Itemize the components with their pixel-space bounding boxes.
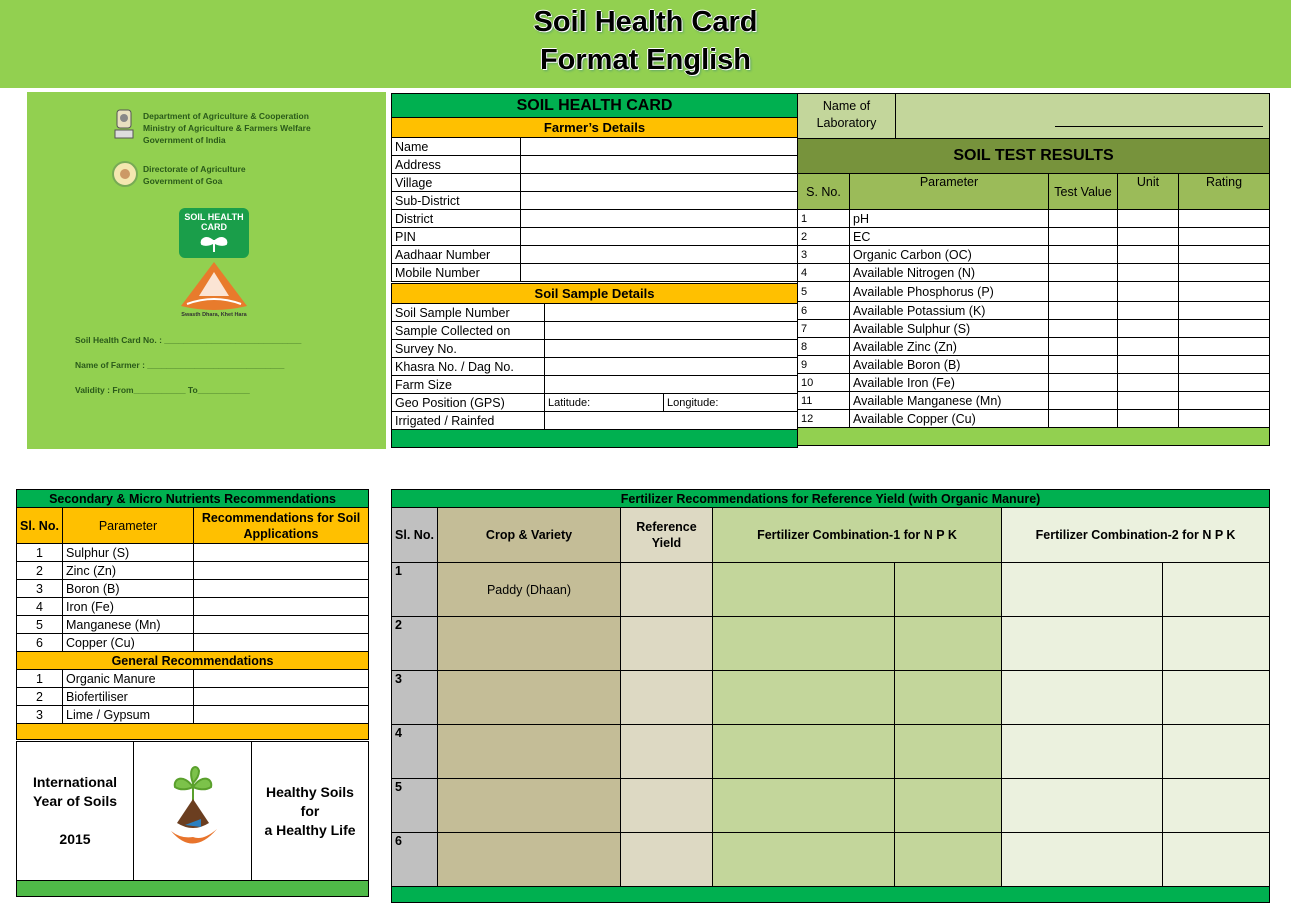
- result-no: 10: [798, 374, 850, 392]
- fert-combo2-a[interactable]: [1002, 779, 1163, 833]
- sample-field-label: Farm Size: [392, 376, 545, 394]
- title-banner: [0, 0, 1291, 88]
- result-value[interactable]: [1049, 210, 1118, 228]
- fert-combo2-a[interactable]: [1002, 563, 1163, 617]
- fert-header-no: Sl. No.: [392, 508, 438, 563]
- fert-yield[interactable]: [621, 671, 713, 725]
- result-value[interactable]: [1049, 228, 1118, 246]
- result-unit[interactable]: [1118, 228, 1179, 246]
- fert-yield[interactable]: [621, 563, 713, 617]
- longitude-field[interactable]: Longitude:: [664, 394, 798, 412]
- farmer-field-label: Mobile Number: [392, 264, 521, 282]
- fert-no: 1: [392, 563, 438, 617]
- general-heading: General Recommendations: [17, 652, 369, 670]
- micro-header-param: Parameter: [63, 508, 194, 544]
- result-no: 6: [798, 302, 850, 320]
- farmer-field-label: PIN: [392, 228, 521, 246]
- farmer-name-line: Name of Farmer : _____________________________: [75, 360, 285, 370]
- result-param: Available Iron (Fe): [850, 374, 1049, 392]
- micro-no: 5: [17, 616, 63, 634]
- sample-section-heading: Soil Sample Details: [392, 284, 798, 304]
- micro-rec[interactable]: [194, 616, 369, 634]
- fert-crop[interactable]: [438, 779, 621, 833]
- lab-name-field[interactable]: [1049, 94, 1270, 139]
- result-no: 5: [798, 282, 850, 302]
- result-unit[interactable]: [1118, 374, 1179, 392]
- fert-combo1-a[interactable]: [713, 779, 895, 833]
- fert-no: 4: [392, 725, 438, 779]
- farmer-field-label: Aadhaar Number: [392, 246, 521, 264]
- sample-field-value[interactable]: [545, 376, 798, 394]
- result-value[interactable]: [1049, 356, 1118, 374]
- fert-combo1-b[interactable]: [895, 725, 1002, 779]
- emblem-icon: [111, 108, 137, 142]
- result-rating[interactable]: [1179, 392, 1270, 410]
- fert-yield[interactable]: [621, 833, 713, 887]
- micro-param: Sulphur (S): [63, 544, 194, 562]
- fert-combo2-b[interactable]: [1163, 833, 1270, 887]
- result-param: Available Zinc (Zn): [850, 338, 1049, 356]
- fert-crop[interactable]: [438, 617, 621, 671]
- result-no: 2: [798, 228, 850, 246]
- result-param: EC: [850, 228, 1049, 246]
- result-value[interactable]: [1049, 246, 1118, 264]
- farmer-section-heading: Farmer’s Details: [392, 118, 798, 138]
- result-value[interactable]: [1049, 392, 1118, 410]
- result-no: 3: [798, 246, 850, 264]
- result-rating[interactable]: [1179, 246, 1270, 264]
- result-value[interactable]: [1049, 264, 1118, 282]
- result-unit[interactable]: [1118, 356, 1179, 374]
- page-subtitle: Format English: [539, 44, 752, 76]
- iys-logo: [134, 742, 252, 881]
- farmer-field-label: Name: [392, 138, 521, 156]
- page-title: Soil Health Card: [533, 6, 758, 38]
- fert-combo2-b[interactable]: [1163, 563, 1270, 617]
- soil-test-results-table: [797, 93, 1270, 446]
- farmer-field-label: Sub-District: [392, 192, 521, 210]
- department-text: Department of Agriculture & Cooperation Ministry of Agriculture & Farmers Welfare Government of India: [143, 111, 311, 145]
- fert-no: 5: [392, 779, 438, 833]
- micro-param: Iron (Fe): [63, 598, 194, 616]
- farmer-field-value[interactable]: [521, 264, 798, 282]
- result-param: Available Boron (B): [850, 356, 1049, 374]
- general-no: 1: [17, 670, 63, 688]
- result-value[interactable]: [1049, 282, 1118, 302]
- results-header-unit: Unit: [1118, 174, 1179, 210]
- general-rec[interactable]: [194, 688, 369, 706]
- result-unit[interactable]: [1118, 338, 1179, 356]
- fert-header-crop: Crop & Variety: [438, 508, 621, 563]
- result-unit[interactable]: [1118, 264, 1179, 282]
- result-unit[interactable]: [1118, 302, 1179, 320]
- fert-combo2-a[interactable]: [1002, 725, 1163, 779]
- results-heading: SOIL TEST RESULTS: [798, 139, 1270, 174]
- iys-block: [16, 741, 369, 897]
- results-header-rating: Rating: [1179, 174, 1270, 210]
- fertilizer-heading: Fertilizer Recommendations for Reference Yield (with Organic Manure): [392, 490, 1270, 508]
- fert-crop[interactable]: [438, 671, 621, 725]
- farmer-field-value[interactable]: [521, 138, 798, 156]
- farmer-field-value[interactable]: [521, 210, 798, 228]
- micro-rec[interactable]: [194, 580, 369, 598]
- sample-field-value[interactable]: [545, 340, 798, 358]
- results-footer-bar: [798, 428, 1270, 446]
- fert-combo1-b[interactable]: [895, 833, 1002, 887]
- fert-combo1-a[interactable]: [713, 833, 895, 887]
- result-rating[interactable]: [1179, 228, 1270, 246]
- result-no: 8: [798, 338, 850, 356]
- result-param: Available Nitrogen (N): [850, 264, 1049, 282]
- micro-no: 2: [17, 562, 63, 580]
- result-unit[interactable]: [1118, 320, 1179, 338]
- micro-no: 4: [17, 598, 63, 616]
- result-rating[interactable]: [1179, 356, 1270, 374]
- micro-param: Zinc (Zn): [63, 562, 194, 580]
- general-no: 2: [17, 688, 63, 706]
- fert-no: 6: [392, 833, 438, 887]
- result-param: Available Phosphorus (P): [850, 282, 1049, 302]
- sample-field-label: Soil Sample Number: [392, 304, 545, 322]
- sample-field-label: Irrigated / Rainfed: [392, 412, 545, 430]
- fert-combo2-b[interactable]: [1163, 725, 1270, 779]
- result-param: pH: [850, 210, 1049, 228]
- soil-sample-table: [391, 283, 798, 448]
- fertilizer-footer-bar: [392, 887, 1270, 903]
- result-rating[interactable]: [1179, 282, 1270, 302]
- farmer-field-value[interactable]: [521, 192, 798, 210]
- fert-combo2-a[interactable]: [1002, 671, 1163, 725]
- micro-header-recs: Recommendations for Soil Applications: [194, 508, 369, 544]
- fert-header-combo2: Fertilizer Combination-2 for N P K: [1002, 508, 1270, 563]
- result-unit[interactable]: [1118, 392, 1179, 410]
- sprout-icon: [194, 232, 234, 254]
- result-no: 9: [798, 356, 850, 374]
- micro-rec[interactable]: [194, 598, 369, 616]
- validity-line: Validity : From___________ To___________: [75, 385, 250, 395]
- soil-mound-icon: [177, 260, 251, 312]
- result-value[interactable]: [1049, 374, 1118, 392]
- lab-label: Name of Laboratory: [798, 94, 896, 138]
- fert-combo1-b[interactable]: [895, 779, 1002, 833]
- goa-emblem-icon: [111, 158, 139, 190]
- shc-logo: SOIL HEALTH CARD: [179, 208, 249, 258]
- farmer-field-label: Address: [392, 156, 521, 174]
- micro-nutrients-table: [16, 489, 369, 740]
- sample-field-value[interactable]: [545, 358, 798, 376]
- sample-field-label: Survey No.: [392, 340, 545, 358]
- result-rating[interactable]: [1179, 410, 1270, 428]
- result-rating[interactable]: [1179, 302, 1270, 320]
- farmer-field-value[interactable]: [521, 156, 798, 174]
- micro-header-no: Sl. No.: [17, 508, 63, 544]
- micro-rec[interactable]: [194, 544, 369, 562]
- fert-no: 3: [392, 671, 438, 725]
- result-value[interactable]: [1049, 410, 1118, 428]
- micro-param: Copper (Cu): [63, 634, 194, 652]
- farmer-field-value[interactable]: [521, 174, 798, 192]
- farmer-field-value[interactable]: [521, 228, 798, 246]
- fert-combo2-a[interactable]: [1002, 617, 1163, 671]
- result-unit[interactable]: [1118, 210, 1179, 228]
- result-param: Available Manganese (Mn): [850, 392, 1049, 410]
- farmer-field-label: Village: [392, 174, 521, 192]
- latitude-field[interactable]: Latitude:: [545, 394, 664, 412]
- sample-field-value[interactable]: [545, 412, 798, 430]
- result-param: Available Copper (Cu): [850, 410, 1049, 428]
- micro-no: 1: [17, 544, 63, 562]
- result-rating[interactable]: [1179, 374, 1270, 392]
- results-header-no: S. No.: [798, 174, 850, 210]
- sample-field-label: Geo Position (GPS): [392, 394, 545, 412]
- fert-combo1-a[interactable]: [713, 671, 895, 725]
- directorate-text: Directorate of Agriculture Government of Goa: [143, 164, 246, 186]
- iys-footer-bar: [17, 881, 369, 897]
- result-rating[interactable]: [1179, 320, 1270, 338]
- sample-field-value[interactable]: [545, 304, 798, 322]
- general-footer-bar: [17, 724, 369, 740]
- card-cover: [27, 92, 386, 449]
- lab-row: [798, 94, 1049, 139]
- fert-yield[interactable]: [621, 617, 713, 671]
- result-no: 4: [798, 264, 850, 282]
- fert-no: 2: [392, 617, 438, 671]
- result-no: 11: [798, 392, 850, 410]
- result-value[interactable]: [1049, 302, 1118, 320]
- fert-crop[interactable]: Paddy (Dhaan): [438, 563, 621, 617]
- fert-combo1-b[interactable]: [895, 563, 1002, 617]
- fert-crop[interactable]: [438, 833, 621, 887]
- result-rating[interactable]: [1179, 338, 1270, 356]
- result-value[interactable]: [1049, 320, 1118, 338]
- fert-combo1-b[interactable]: [895, 671, 1002, 725]
- fert-combo2-b[interactable]: [1163, 779, 1270, 833]
- micro-param: Boron (B): [63, 580, 194, 598]
- fert-header-combo1: Fertilizer Combination-1 for N P K: [713, 508, 1002, 563]
- fert-header-yield: Reference Yield: [621, 508, 713, 563]
- result-param: Available Potassium (K): [850, 302, 1049, 320]
- farmer-field-value[interactable]: [521, 246, 798, 264]
- general-param: Biofertiliser: [63, 688, 194, 706]
- fert-combo2-a[interactable]: [1002, 833, 1163, 887]
- fert-combo2-b[interactable]: [1163, 617, 1270, 671]
- result-no: 12: [798, 410, 850, 428]
- sample-field-label: Sample Collected on: [392, 322, 545, 340]
- result-rating[interactable]: [1179, 264, 1270, 282]
- fert-combo2-b[interactable]: [1163, 671, 1270, 725]
- result-unit[interactable]: [1118, 410, 1179, 428]
- result-unit[interactable]: [1118, 282, 1179, 302]
- fert-yield[interactable]: [621, 779, 713, 833]
- card-heading: SOIL HEALTH CARD: [392, 94, 798, 118]
- iys-right-text: Healthy Soils for a Healthy Life: [252, 742, 369, 881]
- general-param: Lime / Gypsum: [63, 706, 194, 724]
- farmer-details-table: [391, 93, 798, 282]
- sample-field-value[interactable]: [545, 322, 798, 340]
- iys-plant-icon: [163, 761, 223, 857]
- micro-rec[interactable]: [194, 634, 369, 652]
- fertilizer-table: [391, 489, 1270, 903]
- result-no: 7: [798, 320, 850, 338]
- fert-combo1-a[interactable]: [713, 563, 895, 617]
- fert-combo1-a[interactable]: [713, 617, 895, 671]
- general-no: 3: [17, 706, 63, 724]
- result-value[interactable]: [1049, 338, 1118, 356]
- general-param: Organic Manure: [63, 670, 194, 688]
- tagline: Swasth Dhara, Khet Hara: [181, 312, 247, 318]
- result-param: Organic Carbon (OC): [850, 246, 1049, 264]
- micro-param: Manganese (Mn): [63, 616, 194, 634]
- result-unit[interactable]: [1118, 246, 1179, 264]
- fert-crop[interactable]: [438, 725, 621, 779]
- result-no: 1: [798, 210, 850, 228]
- card-number-line: Soil Health Card No. : _____________________________: [75, 335, 302, 345]
- micro-no: 3: [17, 580, 63, 598]
- fert-combo1-a[interactable]: [713, 725, 895, 779]
- fert-yield[interactable]: [621, 725, 713, 779]
- fert-combo1-b[interactable]: [895, 617, 1002, 671]
- iys-left-text: International Year of Soils 2015: [17, 742, 134, 881]
- result-rating[interactable]: [1179, 210, 1270, 228]
- results-header-value: Test Value: [1049, 174, 1118, 210]
- sample-footer-bar: [392, 430, 798, 448]
- general-rec[interactable]: [194, 706, 369, 724]
- general-rec[interactable]: [194, 670, 369, 688]
- result-param: Available Sulphur (S): [850, 320, 1049, 338]
- micro-rec[interactable]: [194, 562, 369, 580]
- micro-heading: Secondary & Micro Nutrients Recommendations: [17, 490, 369, 508]
- sample-field-label: Khasra No. / Dag No.: [392, 358, 545, 376]
- farmer-field-label: District: [392, 210, 521, 228]
- results-header-param: Parameter: [850, 174, 1049, 210]
- micro-no: 6: [17, 634, 63, 652]
